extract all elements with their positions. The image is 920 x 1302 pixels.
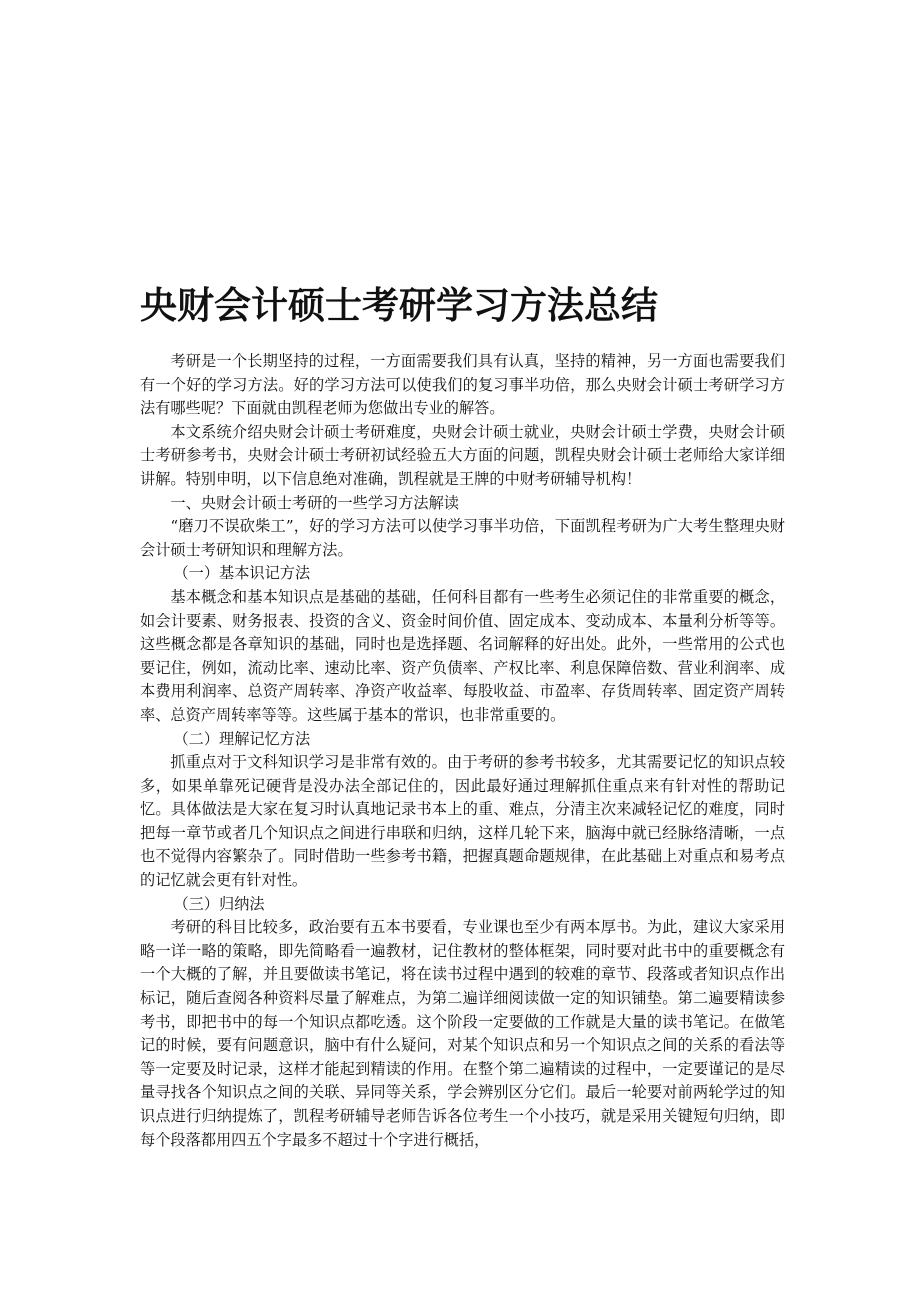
- method-heading-1: （一）基本识记方法: [173, 564, 311, 583]
- intro-paragraph-2: 本文系统介绍央财会计硕士考研难度，央财会计硕士就业，央财会计硕士学费，央财会计硕士考研参考书，央财会计硕士考研初试经验五大方面的问题，凯程央财会计硕士老师给大家详细讲解。特别申明，以下信息绝对准确，凯程就是王牌的中财考研辅导机构！: [140, 422, 785, 488]
- intro-paragraph-1: 考研是一个长期坚持的过程，一方面需要我们具有认真，坚持的精神，另一方面也需要我们有一个好的学习方法。好的学习方法可以使我们的复习事半功倍，那么央财会计硕士考研学习方法有哪些呢？下面就由凯程老师为您做出专业的解答。: [140, 352, 785, 418]
- method-body-2: 抓重点对于文科知识学习是非常有效的。由于考研的参考书较多，尤其需要记忆的知识点较多，如果单靠死记硬背是没办法全部记住的，因此最好通过理解抓住重点来有针对性的帮助记忆。具体做法是大家在复习时认真地记录书本上的重、难点，分清主次来减轻记忆的难度，同时把每一章节或者几个知识点之间进行串联和归纳，这样几轮下来，脑海中就已经脉络清晰，一点也不觉得内容繁杂了。同时借助一些参考书籍，把握真题命题规律，在此基础上对重点和易考点的记忆就会更有针对性。: [140, 753, 785, 890]
- method-body-3: 考研的科目比较多，政治要有五本书要看，专业课也至少有两本厚书。为此，建议大家采用略一详一略的策略，即先简略看一遍教材，记住教材的整体框架，同时要对此书中的重要概念有一个大概的了解，并且要做读书笔记，将在读书过程中遇到的较难的章节、段落或者知识点作出标记，随后查阅各种资料尽量了解难点，为第二遍详细阅读做一定的知识铺垫。第二遍要精读参考书，即把书中的每一个知识点都吃透。这个阶段一定要做的工作就是大量的读书笔记。在做笔记的时候，要有问题意识，脑中有什么疑问，对某个知识点和另一个知识点之间的关系的看法等等一定要及时记录，这样才能起到精读的作用。在整个第二遍精读的过程中，一定要谨记的是尽量寻找各个知识点之间的关联、异同等关系，学会辨别区分它们。最后一轮要对前两轮学过的知识点进行归纳提炼了，凯程考研辅导老师告诉各位考生一个小技巧，就是采用关键短句归纳，即每个段落都用四五个字最多不超过十个字进行概括，: [140, 918, 785, 1149]
- method-heading-3: （三）归纳法: [173, 894, 265, 913]
- document-title: 央财会计硕士考研学习方法总结: [140, 284, 658, 327]
- method-heading-2: （二）理解记忆方法: [173, 729, 311, 748]
- section-intro-paragraph: “磨刀不误砍柴工”，好的学习方法可以使学习事半功倍，下面凯程考研为广大考生整理央财会计硕士考研知识和理解方法。: [140, 517, 785, 559]
- method-body-1: 基本概念和基本知识点是基础的基础，任何科目都有一些考生必须记住的非常重要的概念，如会计要素、财务报表、投资的含义、资金时间价值、固定成本、变动成本、本量利分析等等。这些概念都是各章知识的基础，同时也是选择题、名词解释的好出处。此外，一些常用的公式也要记住，例如，流动比率、速动比率、资产负债率、产权比率、利息保障倍数、营业利润率、成本费用利润率、总资产周转率、净资产收益率、每股收益、市盈率、存货周转率、固定资产周转率、总资产周转率等等。这些属于基本的常识，也非常重要的。: [140, 587, 785, 724]
- section-heading-1: 一、央财会计硕士考研的一些学习方法解读: [170, 493, 459, 512]
- document-page: [140, 282, 785, 1152]
